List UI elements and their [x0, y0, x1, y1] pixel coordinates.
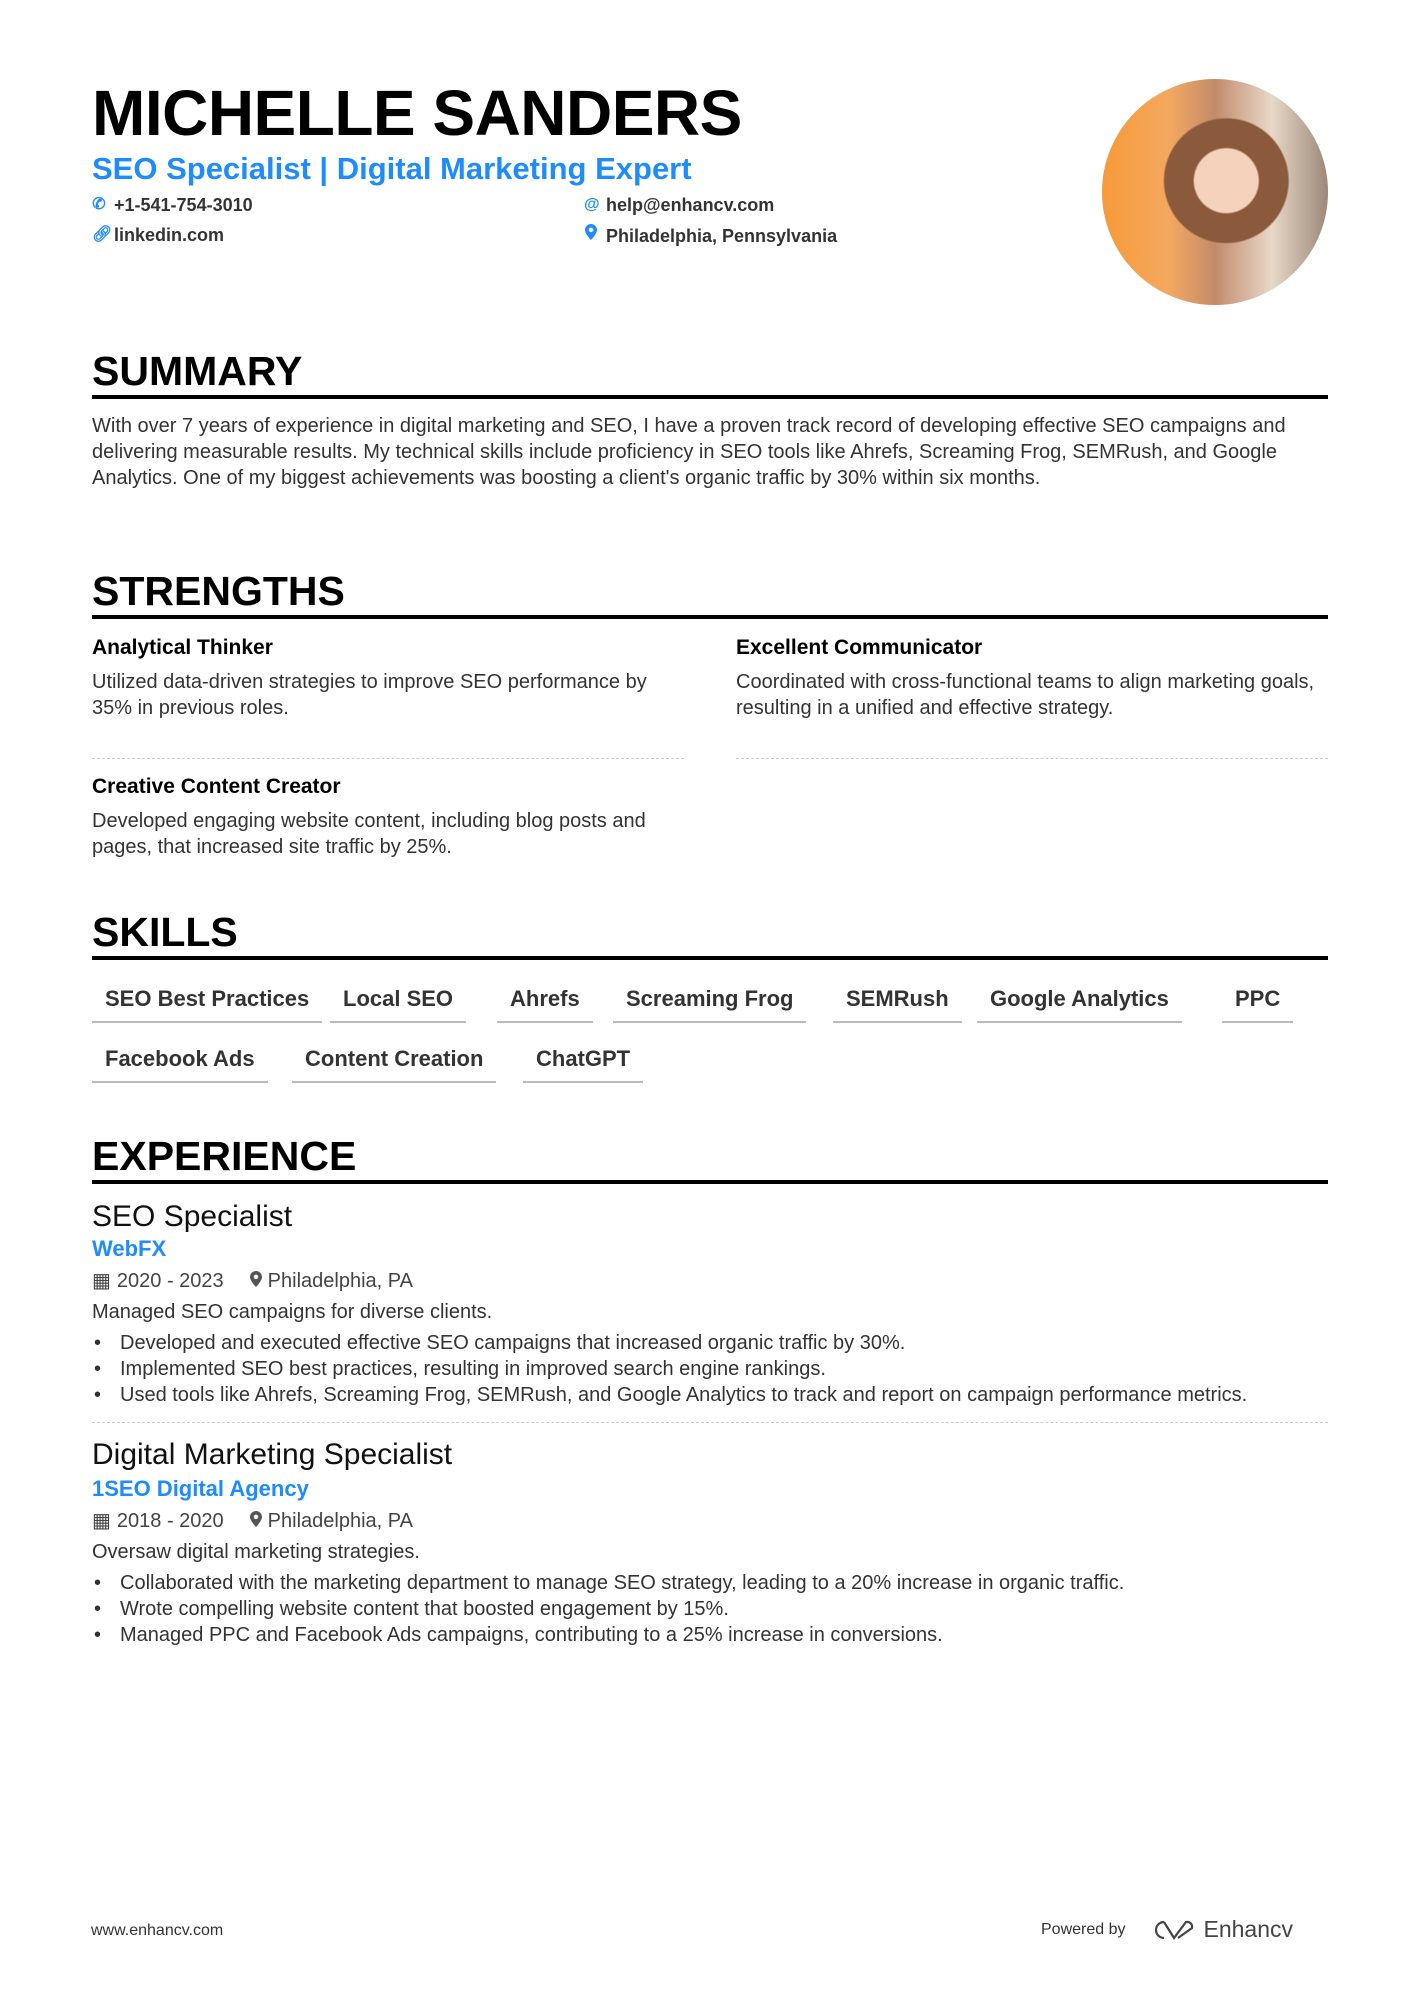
experience-section: [92, 1132, 1328, 1648]
at-icon: @: [584, 196, 600, 213]
skill-tag: Screaming Frog: [613, 984, 806, 1023]
calendar-icon: ▦: [92, 1270, 111, 1292]
email-text[interactable]: help@enhancv.com: [606, 195, 775, 215]
job-bullet: • Wrote compelling website content that boosted engagement by 15%.: [92, 1596, 1328, 1622]
job-bullet: • Developed and executed effective SEO campaigns that increased organic traffic by 30%.: [92, 1330, 1328, 1356]
job-location: Philadelphia, PA: [267, 1510, 413, 1532]
skill-tag: Content Creation: [292, 1044, 496, 1083]
link-icon: 🔗︎: [92, 226, 113, 243]
strength-desc: Utilized data-driven strategies to improve SEO performance by 35% in previous roles.: [92, 671, 647, 719]
location-pin-icon: [250, 1508, 262, 1534]
powered-by-label: Powered by: [1041, 1920, 1126, 1938]
contact-linkedin[interactable]: [92, 224, 224, 246]
strength-item: [92, 635, 684, 721]
location-pin-icon: [250, 1268, 262, 1294]
location-text: Philadelphia, Pennsylvania: [606, 225, 838, 246]
location-pin-icon: [584, 224, 598, 247]
company-name[interactable]: WebFX: [92, 1236, 167, 1261]
job-title: Digital Marketing Specialist: [92, 1438, 453, 1471]
job-entry: [92, 1437, 1328, 1648]
skill-tag: ChatGPT: [523, 1044, 643, 1083]
contact-email[interactable]: [584, 194, 774, 216]
skill-tag: Local SEO: [330, 984, 466, 1023]
job-title: SEO Specialist: [92, 1200, 293, 1233]
strength-title: Creative Content Creator: [92, 775, 341, 798]
job-desc: Oversaw digital marketing strategies.: [92, 1541, 420, 1563]
strength-title: Analytical Thinker: [92, 636, 273, 659]
footer-website[interactable]: www.enhancv.com: [91, 1922, 224, 1939]
job-location: Philadelphia, PA: [267, 1270, 413, 1292]
divider: [92, 758, 684, 759]
contact-phone: [92, 194, 253, 216]
candidate-title: SEO Specialist | Digital Marketing Expert: [92, 151, 692, 186]
skill-tag: SEO Best Practices: [92, 984, 322, 1023]
phone-text: +1-541-754-3010: [114, 195, 253, 215]
job-dates: 2018 - 2020: [116, 1510, 224, 1532]
calendar-icon: ▦: [92, 1510, 111, 1532]
skill-tag: Google Analytics: [977, 984, 1182, 1023]
skill-tag: Ahrefs: [497, 984, 593, 1023]
divider: [736, 758, 1328, 759]
strength-desc: Developed engaging website content, including blog posts and pages, that increased site traffic by 25%.: [92, 810, 646, 858]
divider: [92, 1422, 1328, 1423]
job-desc: Managed SEO campaigns for diverse clients.: [92, 1301, 493, 1323]
skills-section: [92, 908, 1328, 1098]
skill-tag: Facebook Ads: [92, 1044, 268, 1083]
strengths-heading: STRENGTHS: [92, 567, 1328, 619]
enhancv-logo-icon: [1150, 1918, 1196, 1942]
experience-heading: EXPERIENCE: [92, 1132, 1328, 1184]
contact-location: [584, 224, 837, 247]
phone-icon: ✆: [92, 196, 106, 213]
strength-item: [736, 635, 1328, 721]
skills-heading: SKILLS: [92, 908, 1328, 960]
brand-name: Enhancv: [1203, 1916, 1294, 1942]
summary-heading: SUMMARY: [92, 347, 1328, 399]
job-dates: 2020 - 2023: [116, 1270, 224, 1292]
job-bullet: • Managed PPC and Facebook Ads campaigns, contributing to a 25% increase in conversions.: [92, 1622, 1328, 1648]
strengths-section: [92, 567, 1328, 867]
summary-section: [92, 347, 1328, 491]
profile-photo: [1102, 79, 1328, 305]
linkedin-text[interactable]: linkedin.com: [114, 225, 225, 245]
summary-text: With over 7 years of experience in digital marketing and SEO, I have a proven track record of developing effective SEO campaigns and delivering measurable results. My technical skills include proficiency in SEO tools like Ahrefs, Screaming Frog, SEMRush, and Google Analytics. One of my biggest achievements was boosting a client's organic traffic by 30% within six months.: [92, 415, 1286, 489]
candidate-name: MICHELLE SANDERS: [92, 77, 742, 149]
job-bullet: • Used tools like Ahrefs, Screaming Frog, SEMRush, and Google Analytics to track and report on campaign performance metrics.: [92, 1382, 1328, 1408]
job-bullet: • Collaborated with the marketing department to manage SEO strategy, leading to a 20% increase in organic traffic.: [92, 1570, 1328, 1596]
skill-tag: SEMRush: [833, 984, 962, 1023]
job-bullet: • Implemented SEO best practices, resulting in improved search engine rankings.: [92, 1356, 1328, 1382]
strength-title: Excellent Communicator: [736, 636, 983, 659]
company-name[interactable]: 1SEO Digital Agency: [92, 1476, 309, 1501]
strength-desc: Coordinated with cross-functional teams to align marketing goals, resulting in a unified and effective strategy.: [736, 671, 1315, 719]
strength-item: [92, 774, 684, 860]
job-entry: [92, 1199, 1328, 1408]
skill-tag: PPC: [1222, 984, 1293, 1023]
footer-branding: [1041, 1916, 1293, 1943]
enhancv-logo[interactable]: [1150, 1916, 1294, 1943]
